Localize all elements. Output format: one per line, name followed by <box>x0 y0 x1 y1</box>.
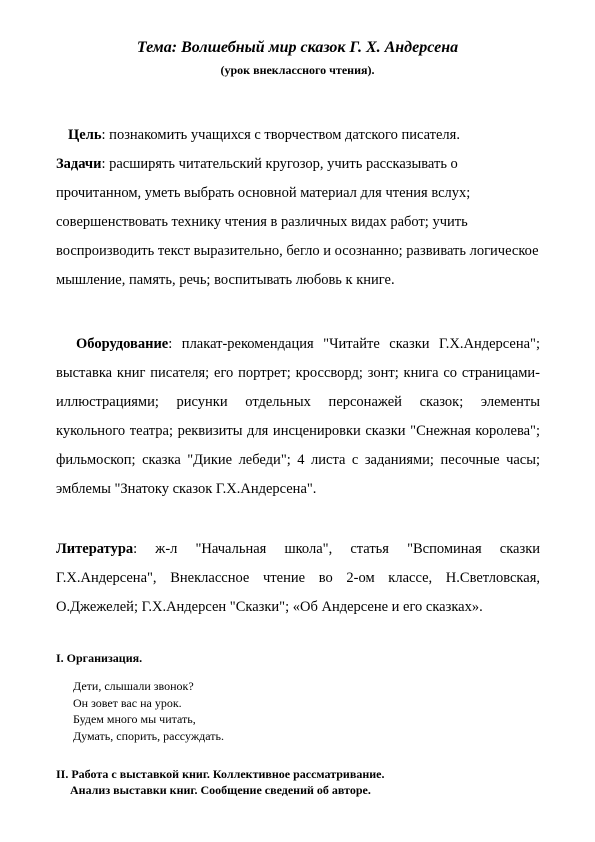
literature-label: Литература <box>56 541 134 557</box>
goal-paragraph <box>56 121 540 150</box>
section-1-heading: I. Организация. <box>56 651 143 665</box>
equipment-text: : плакат-рекомендация "Читайте сказки Г.Х.Андерсена"; выставка книг писателя; его портрет; кроссворд; зонт; книга со страницами-иллюстрациями; рисунки отдельных персонажей сказок; элементы кукольного театра; реквизиты для инсценировки сказки "Снежная королева"; фильмоскоп; сказка "Дикие лебеди"; 4 листа с заданиями; песочные часы; эмблемы "Знатоку сказок Г.Х.Андерсена". <box>56 336 540 497</box>
section-2-heading <box>56 766 540 798</box>
poem-line: Думать, спорить, рассуждать. <box>73 728 224 743</box>
poem-line: Он зовет вас на урок. <box>73 695 182 710</box>
tasks-label: Задачи <box>56 156 102 172</box>
equipment-paragraph <box>56 330 540 504</box>
goal-label: Цель <box>68 127 102 143</box>
section-2-line-1: II. Работа с выставкой книг. Коллективное рассматривание. <box>56 767 385 781</box>
tasks-text: : расширять читательский кругозор, учить рассказывать о прочитанном, уметь выбрать основной материал для чтения вслух; совершенствовать технику чтения в различных видах работ; учить воспроизводить текст выразительно, бегло и осознанно; развивать логическое мышление, память, речь; воспитывать любовь к книге. <box>56 156 539 288</box>
literature-text: : ж-л "Начальная школа", статья "Вспоминая сказки Г.Х.Андерсена", Внеклассное чтение во 2-ом классе, Н.Светловская, О.Джежелей; Г.Х.Андерсен "Сказки"; «Об Андерсене и его сказках». <box>56 541 540 615</box>
tasks-paragraph <box>56 150 540 295</box>
goal-text: : познакомить учащихся с творчеством датского писателя. <box>101 127 460 143</box>
page-subtitle: (урок внеклассного чтения). <box>220 63 375 77</box>
page-title: Тема: Волшебный мир сказок Г. Х. Андерсена <box>136 39 459 56</box>
poem <box>73 678 473 744</box>
section-2-line-2: Анализ выставки книг. Сообщение сведений об авторе. <box>70 783 371 797</box>
poem-line: Дети, слышали звонок? <box>73 679 194 693</box>
equipment-label: Оборудование <box>76 336 169 352</box>
poem-line: Будем много мы читать, <box>73 712 196 726</box>
literature-paragraph <box>56 535 540 622</box>
